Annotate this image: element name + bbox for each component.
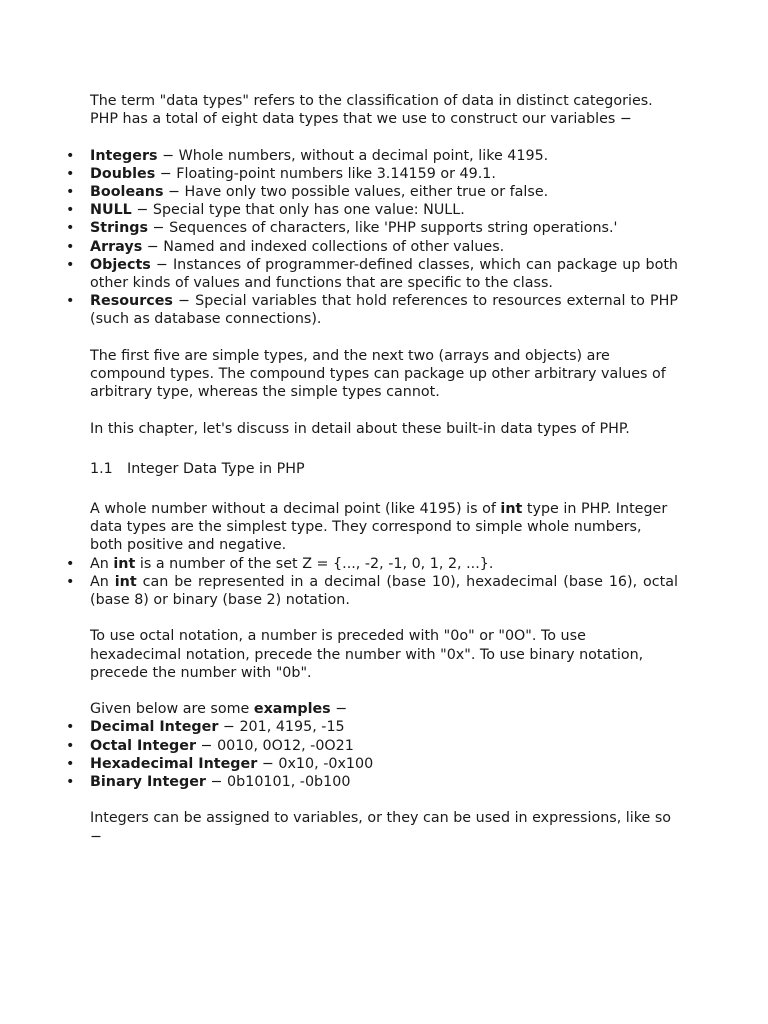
list-text: can be represented in a decimal (base 10), hexadecimal (base 16), octal (base 8) or binary (base 2) notation. [90, 573, 678, 609]
list-term: Octal Integer [90, 737, 196, 754]
list-item-strings [90, 219, 678, 237]
list-text: An [90, 555, 114, 572]
int-para-text: type in PHP. Integer data types are the simplest type. They correspond to simple whole numbers, both positive and negative. [90, 501, 668, 554]
list-item-octal [90, 737, 678, 755]
examples-list [90, 718, 678, 791]
list-desc: − Named and indexed collections of other values. [142, 238, 505, 255]
section-heading [90, 460, 678, 478]
list-desc: − 0010, 0O12, -0O21 [196, 737, 354, 754]
int-keyword: int [114, 573, 137, 590]
section-number: 1.1 [90, 460, 113, 477]
int-keyword: int [500, 501, 523, 518]
list-desc: − Sequences of characters, like 'PHP supports string operations.' [148, 220, 618, 237]
list-desc: − 0b10101, -0b100 [205, 774, 351, 791]
list-item-hexadecimal [90, 755, 678, 773]
list-term: Resources [90, 293, 173, 310]
list-item-booleans [90, 183, 678, 201]
int-keyword: int [113, 555, 136, 572]
examples-intro-text: − [330, 701, 348, 718]
chapter-intro-paragraph: In this chapter, let's discuss in detail about these built-in data types of PHP. [90, 420, 630, 437]
int-para-text: A whole number without a decimal point (like 4195) is of [90, 501, 501, 518]
examples-intro-text: Given below are some [90, 701, 254, 718]
list-item-binary [90, 773, 678, 791]
list-item-decimal [90, 718, 678, 736]
list-item-objects [90, 256, 678, 292]
list-desc: − Floating-point numbers like 3.14159 or 49.1. [155, 165, 496, 182]
list-term: Booleans [90, 184, 164, 200]
document-page [90, 92, 678, 846]
list-text: An [90, 573, 115, 590]
list-desc: − 0x10, -0x100 [257, 755, 374, 772]
intro-paragraph: The term "data types" refers to the classification of data in distinct categories. PHP has a total of eight data types that we use to construct our variables − [90, 93, 653, 128]
examples-intro [90, 700, 678, 718]
closing-paragraph: Integers can be assigned to variables, or they can be used in expressions, like so − [90, 810, 672, 845]
list-desc: − Have only two possible values, either true or false. [163, 184, 549, 200]
data-types-list [90, 147, 678, 329]
simple-compound-paragraph: The first five are simple types, and the next two (arrays and objects) are compound types. The compound types can package up other arbitrary values of arbitrary type, whereas the simple types cannot. [90, 347, 666, 401]
notation-paragraph: To use octal notation, a number is preceded with "0o" or "0O". To use hexadecimal notation, precede the number with "0x". To use binary notation, precede the number with "0b". [90, 628, 644, 681]
list-desc: − 201, 4195, -15 [218, 719, 345, 736]
list-term: Hexadecimal Integer [90, 755, 258, 772]
list-text: is a number of the set Z = {..., -2, -1, 0, 1, 2, ...}. [135, 555, 494, 572]
list-item-resources [90, 292, 678, 328]
list-term: Decimal Integer [90, 719, 219, 736]
list-term: NULL [90, 202, 132, 219]
int-paragraph [90, 500, 678, 555]
list-item-doubles [90, 165, 678, 183]
int-bullets-list [90, 555, 678, 610]
list-term: Arrays [90, 238, 143, 255]
list-item [90, 555, 678, 573]
list-term: Integers [90, 147, 158, 164]
list-item-null [90, 201, 678, 219]
list-desc: − Instances of programmer-defined classes, which can package up both other kinds of values and functions that are specific to the class. [90, 256, 678, 292]
list-desc: − Special variables that hold references to resources external to PHP (such as database connections). [90, 293, 678, 328]
list-term: Binary Integer [90, 774, 206, 791]
list-desc: − Special type that only has one value: NULL. [131, 202, 465, 219]
list-item-integers [90, 147, 678, 165]
list-item-arrays [90, 238, 678, 256]
list-desc: − Whole numbers, without a decimal point, like 4195. [157, 147, 549, 164]
examples-keyword: examples [253, 701, 331, 718]
list-term: Strings [90, 220, 149, 237]
list-term: Objects [90, 256, 151, 273]
section-title: Integer Data Type in PHP [127, 460, 305, 477]
list-item [90, 573, 678, 609]
list-term: Doubles [90, 165, 156, 182]
